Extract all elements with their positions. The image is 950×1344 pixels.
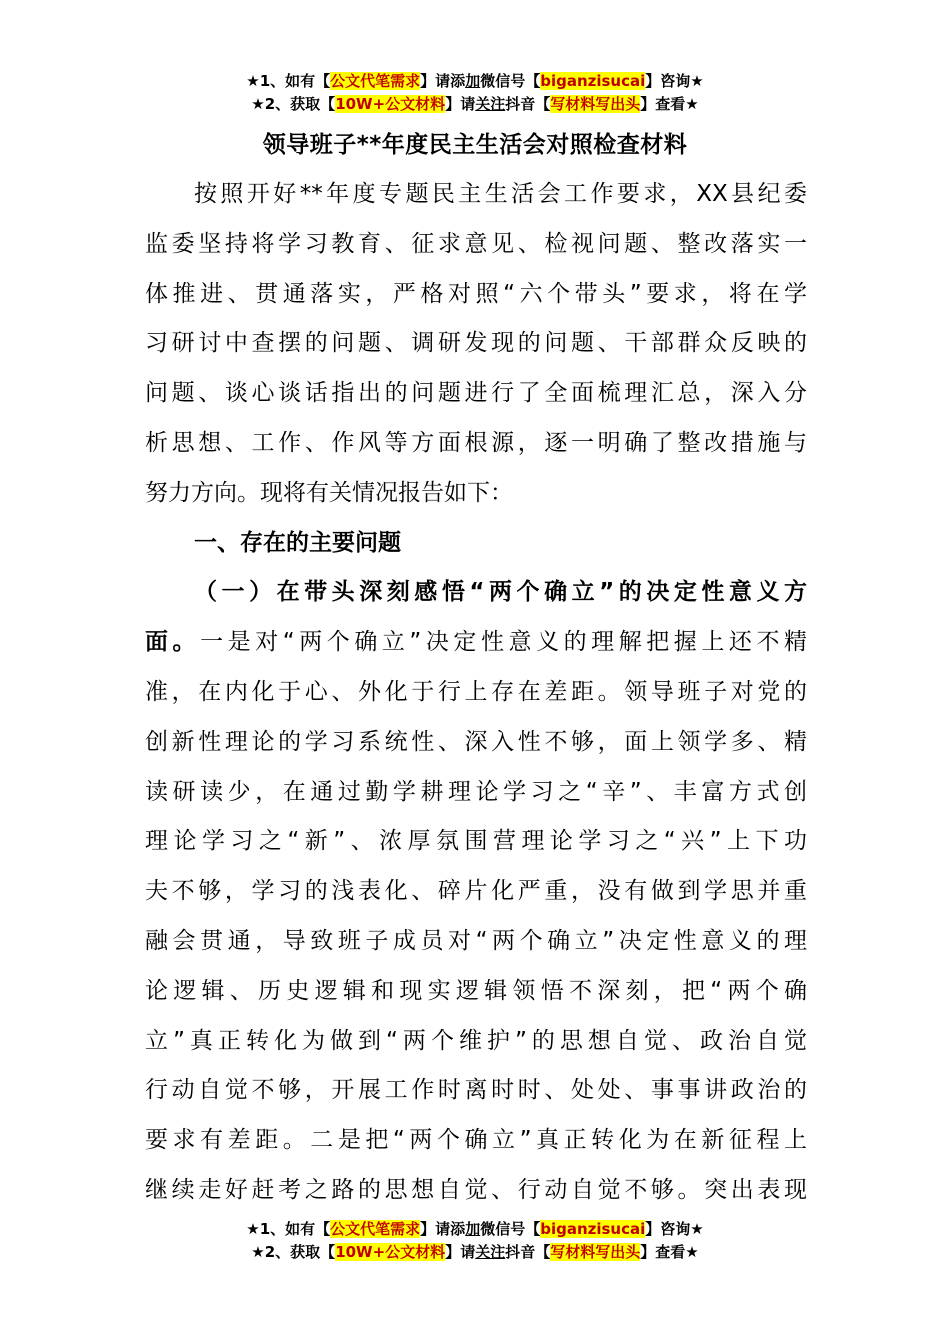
- banner-underlined: 加: [465, 1220, 481, 1238]
- subsection-heading: （一）在带头深刻感悟“两个确立”的决定性意义方: [194, 579, 807, 606]
- paragraph-line: 问题、谈心谈话指出的问题进行了全面梳理汇总，深入分: [145, 380, 807, 407]
- paragraph-line: 立”真正转化为做到“两个维护”的思想自觉、政治自觉: [145, 1027, 807, 1054]
- paragraph-line: 读研读少，在通过勤学耕理论学习之“辛”、丰富方式创: [145, 778, 807, 805]
- paragraph-line: 融会贯通，导致班子成员对“两个确立”决定性意义的理: [145, 927, 807, 954]
- paragraph-line: 体推进、贯通落实，严格对照“六个带头”要求，将在学: [145, 280, 807, 307]
- banner-text: 微信号【: [480, 1220, 541, 1238]
- paragraph-line: 继续走好赶考之路的思想自觉、行动自觉不够。突出表现: [145, 1176, 807, 1203]
- banner-text: 】请: [445, 95, 476, 113]
- paragraph-line: 理论学习之“新”、浓厚氛围营理论学习之“兴”上下功: [145, 828, 807, 855]
- paragraph-line: 夫不够，学习的浅表化、碎片化严重，没有做到学思并重: [145, 878, 807, 905]
- banner-line-2: [0, 93, 950, 116]
- banner-text: ★1、如有【: [246, 1220, 331, 1238]
- banner-text: 】请: [445, 1243, 476, 1261]
- paragraph-text: 一是对“两个确立”决定性意义的理解把握上还不精: [200, 629, 807, 656]
- banner-line-1: [0, 70, 950, 93]
- banner-text: 】查看★: [640, 1243, 699, 1261]
- banner-highlight: 10W+公文材料: [335, 1243, 446, 1261]
- banner-text: ★2、获取【: [251, 1243, 336, 1261]
- paragraph-line: 析思想、工作、作风等方面根源，逐一明确了整改措施与: [145, 429, 807, 456]
- banner-line-1: [0, 1218, 950, 1241]
- paragraph-line: 准，在内化于心、外化于行上存在差距。领导班子对党的: [145, 678, 807, 705]
- document-body: [145, 170, 807, 1216]
- banner-line-2: [0, 1241, 950, 1264]
- header-banner: [0, 70, 950, 116]
- paragraph-line: 行动自觉不够，开展工作时离时时、处处、事事讲政治的: [145, 1077, 807, 1104]
- paragraph-line: [145, 618, 807, 668]
- banner-text: 抖音【: [505, 95, 551, 113]
- document-title: 领导班子**年度民主生活会对照检查材料: [262, 132, 688, 158]
- banner-highlight: biganzisucai: [540, 1220, 646, 1238]
- paragraph-line: 按照开好**年度专题民主生活会工作要求，XX县纪委: [194, 181, 807, 207]
- banner-underlined: 加: [465, 72, 481, 90]
- footer-banner: [0, 1218, 950, 1264]
- banner-underlined: 关注: [475, 95, 506, 113]
- paragraph-line: 努力方向。现将有关情况报告如下：: [145, 479, 513, 506]
- banner-text: ★1、如有【: [246, 72, 331, 90]
- banner-text: ★2、获取【: [251, 95, 336, 113]
- banner-text: 】请添: [420, 1220, 466, 1238]
- paragraph-line: 创新性理论的学习系统性、深入性不够，面上领学多、精: [145, 728, 807, 755]
- subsection-heading-end: 面。: [145, 629, 201, 656]
- paragraph-line: 论逻辑、历史逻辑和现实逻辑领悟不深刻，把“两个确: [145, 977, 807, 1004]
- banner-highlight: 公文代笔需求: [330, 72, 421, 90]
- banner-highlight: 写材料写出头: [550, 1243, 641, 1261]
- banner-underlined: 关注: [475, 1243, 506, 1261]
- banner-text: 】咨询★: [645, 1220, 704, 1238]
- banner-text: 抖音【: [505, 1243, 551, 1261]
- paragraph-line: 要求有差距。二是把“两个确立”真正转化为在新征程上: [145, 1127, 807, 1154]
- banner-highlight: biganzisucai: [540, 72, 646, 90]
- banner-highlight: 写材料写出头: [550, 95, 641, 113]
- section-heading: 一、存在的主要问题: [194, 529, 401, 556]
- banner-text: 】查看★: [640, 95, 699, 113]
- banner-text: 】咨询★: [645, 72, 704, 90]
- banner-highlight: 公文代笔需求: [330, 1220, 421, 1238]
- banner-highlight: 10W+公文材料: [335, 95, 446, 113]
- banner-text: 微信号【: [480, 72, 541, 90]
- paragraph-line: 监委坚持将学习教育、征求意见、检视问题、整改落实一: [145, 230, 807, 257]
- banner-text: 】请添: [420, 72, 466, 90]
- paragraph-line: 习研讨中查摆的问题、调研发现的问题、干部群众反映的: [145, 330, 807, 357]
